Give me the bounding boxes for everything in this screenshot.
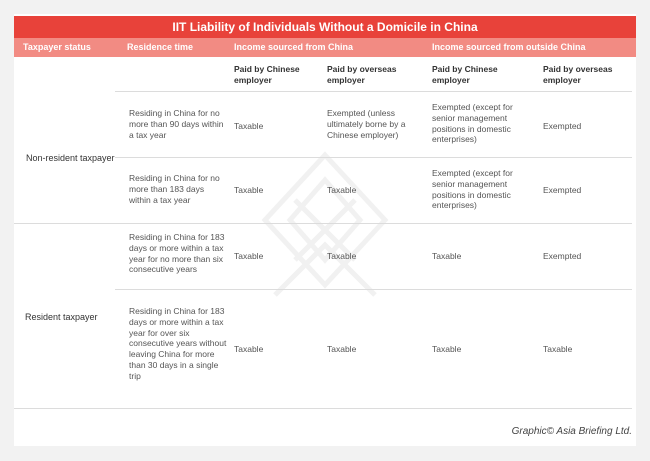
subheader-outside-overseas: Paid by overseas employer: [543, 64, 613, 85]
header-income-outside: Income sourced from outside China: [432, 42, 586, 52]
row-divider: [115, 91, 632, 92]
table-title: IIT Liability of Individuals Without a Domicile in China: [14, 16, 636, 38]
row-1-china-overseas: Exempted (unless ultimately borne by a Chinese employer): [327, 108, 406, 140]
row-divider: [115, 289, 632, 290]
row-divider: [115, 157, 632, 158]
status-resident: Resident taxpayer: [25, 312, 98, 322]
row-3-outside-overseas: Exempted: [543, 251, 582, 261]
row-3-outside-chinese: Taxable: [432, 251, 462, 261]
row-4-outside-chinese: Taxable: [432, 344, 462, 354]
row-divider: [14, 223, 632, 224]
header-income-china: Income sourced from China: [234, 42, 354, 52]
row-3-residence: Residing in China for 183 days or more within a tax year for no more than six consecutive years: [129, 232, 225, 275]
row-4-china-overseas: Taxable: [327, 344, 357, 354]
column-header-bar: [14, 38, 636, 57]
row-2-china-chinese: Taxable: [234, 185, 264, 195]
row-1-outside-overseas: Exempted: [543, 121, 582, 131]
row-2-outside-overseas: Exempted: [543, 185, 582, 195]
watermark-logo-icon: [255, 150, 395, 300]
row-1-outside-chinese: Exempted (except for senior management positions in domestic enterprises): [432, 102, 513, 145]
row-2-outside-chinese: Exempted (except for senior management positions in domestic enterprises): [432, 168, 513, 211]
row-4-outside-overseas: Taxable: [543, 344, 573, 354]
row-3-china-chinese: Taxable: [234, 251, 264, 261]
subheader-china-chinese: Paid by Chinese employer: [234, 64, 300, 85]
header-residence-time: Residence time: [127, 42, 194, 52]
row-2-china-overseas: Taxable: [327, 185, 357, 195]
row-divider: [14, 408, 632, 409]
row-4-residence: Residing in China for 183 days or more within a tax year for over six consecutive years without leaving China for more than 30 days in a single trip: [129, 306, 227, 381]
subheader-china-overseas: Paid by overseas employer: [327, 64, 397, 85]
row-2-residence: Residing in China for no more than 183 days within a tax year: [129, 173, 220, 205]
status-non-resident: Non-resident taxpayer: [26, 153, 115, 163]
row-4-china-chinese: Taxable: [234, 344, 264, 354]
row-1-china-chinese: Taxable: [234, 121, 264, 131]
subheader-outside-chinese: Paid by Chinese employer: [432, 64, 498, 85]
credit-text: Graphic© Asia Briefing Ltd.: [511, 426, 632, 437]
row-3-china-overseas: Taxable: [327, 251, 357, 261]
header-taxpayer-status: Taxpayer status: [23, 42, 91, 52]
row-1-residence: Residing in China for no more than 90 days within a tax year: [129, 108, 224, 140]
